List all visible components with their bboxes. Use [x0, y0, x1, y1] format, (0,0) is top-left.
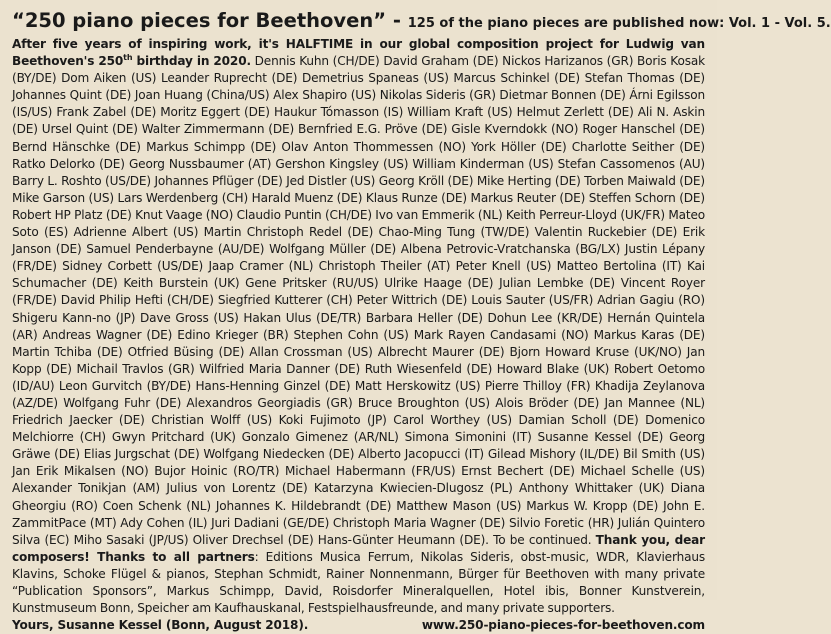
headline-subtitle: 125 of the piano pieces are published now: Vol. 1 - Vol. 5.: [407, 16, 831, 31]
composer-list: Dennis Kuhn (CH/DE) David Graham (DE) Nickos Harizanos (GR) Boris Kosak (BY/DE) Dom Aiken (US) Leander Ruprecht (DE) Demetrius Spaneas (US) Marcus Schinkel (DE) Stefan Thomas (DE) Johannes Quint (DE) Joan Huang (China/US) Alex Shapiro (US) Nikolas Sideris (GR) Dietmar Bonnen (DE) Árni Egilsson (IS/US) Frank Zabel (DE) Moritz Eggert (DE) Haukur Tómasson (IS) William Kraft (US) Helmut Zerlett (DE) Ali N. Askin (DE) Ursel Quint (DE) Walter Zimmermann (DE) Bernfried E.G. Pröve (DE) Gisle Kverndokk (NO) Roger Hanschel (DE) Bernd Hänschke (DE) Markus Schimpp (DE) Olav Anton Thommessen (NO) York Höller (DE) Charlotte Seither (DE) Ratko Delorko (DE) Georg Nussbaumer (AT) Gershon Kingsley (US) William Kinderman (US) Stefan Cassomenos (AU) Barry L. Roshto (US/DE) Johannes Pflüger (DE) Jed Distler (US) Georg Kröll (DE) Mike Herting (DE) Torben Maiwald (DE) Mike Garson (US) Lars Werdenberg (CH) Harald Muenz (DE) Klaus Runze (DE) Markus Reuter (DE) Steffen Schorn (DE) Robert HP Platz (DE) Knut Vaage (NO) Claudio Puntin (CH/DE) Ivo van Emmerik (NL) Keith Perreur-Lloyd (UK/FR) Mateo Soto (ES) Adrienne Albert (US) Martin Christoph Redel (DE) Chao-Ming Tung (TW/DE) Valentin Ruckebier (DE) Erik Janson (DE) Samuel Penderbayne (AU/DE) Wolfgang Müller (DE) Albena Petrovic-Vratchanska (BG/LX) Justin Lépany (FR/DE) Sidney Corbett (US/DE) Jaap Cramer (NL) Christoph Theiler (AT) Peter Knell (US) Matteo Bertolina (IT) Kai Schumacher (DE) Keith Burstein (UK) Gene Pritsker (RU/US) Ulrike Haage (DE) Julian Lembke (DE) Vincent Royer (FR/DE) David Philip Hefti (CH/DE) Siegfried Kutterer (CH) Peter Wittrich (DE) Louis Sauter (US/FR) Adrian Gagiu (RO) Shigeru Kann-no (JP) Dave Gross (US) Hakan Ulus (DE/TR) Barbara Heller (DE) Dohun Lee (KR/DE) Hernán Quintela (AR) Andreas Wagner (DE) Edino Krieger (BR) Stephen Cohn (US) Mark Rayen Candasami (NO) Markus Karas (DE) Martin Tchiba (DE) Otfried Büsing (DE) Allan Crossman (US) Albrecht Maurer (DE) Bjorn Howard Kruse (UK/NO) Jan Kopp (DE) Michail Travlos (GR) Wilfried Maria Danner (DE) Ruth Wiesenfeld (DE) Howard Blake (UK) Robert Oetomo (ID/AU) Leon Gurvitch (BY/DE) Hans-Henning Ginzel (DE) Matt Herskowitz (US) Pierre Thilloy (FR) Khadija Zeylanova (AZ/DE) Wolfgang Fuhr (DE) Alexandros Georgiadis (GR) Bruce Broughton (US) Alois Bröder (DE) Jan Mannee (NL) Friedrich Jaecker (DE) Christian Wolff (US) Koki Fujimoto (JP) Carol Worthey (US) Damian Scholl (DE) Domenico Melchiorre (CH) Gwyn Pritchard (UK) Gonzalo Gimenez (AR/NL) Simona Simonini (IT) Susanne Kessel (DE) Georg Gräwe (DE) Elias Jurgschat (DE) Wolfgang Niedecken (DE) Alberto Jacopucci (IT) Gilead Mishory (IL/DE) Bil Smith (US) Jan Erik Mikalsen (NO) Bujor Hoinic (RO/TR) Michael Habermann (FR/US) Ernst Bechert (DE) Michael Schelle (US) Alexander Tonikjan (AM) Julius von Lorentz (DE) Katarzyna Kwiecien-Dlugosz (PL) Anthony Whittaker (UK) Diana Gheorgiu (RO) Coen Schenk (NL) Johannes K. Hildebrandt (DE) Matthew Mason (US) Markus W. Kropp (DE) John E. ZammitPace (MT) Ady Cohen (IL) Juri Dadiani (GE/DE) Christoph Maria Wagner (DE) Silvio Foretic (HR) Julián Quintero Silva (EC) Miho Sasaki (JP/US) Oliver Drechsel (DE) Hans-Günter Heumann (DE).: [12, 54, 705, 547]
headline-title: “250 piano pieces for Beethoven” -: [12, 9, 401, 32]
headline: [12, 9, 831, 35]
to-be-continued: To be continued.: [488, 532, 596, 547]
intro-superscript: th: [123, 53, 133, 63]
signature: Yours, Susanne Kessel (Bonn, August 2018).: [12, 618, 309, 633]
body-paragraph: [12, 36, 705, 617]
footer-line: [12, 617, 705, 634]
partner-list: : Editions Musica Ferrum, Nikolas Sideris, obst-music, WDR, Klavierhaus Klavins, Schoke Flügel & pianos, Stephan Schmidt, Rainer Nonnenmann, Bürger für Beethoven with many private “Publication Sponsors”, Markus Schimpp, David, Roisdorfer Mineralquellen, Hotel ibis, Bonner Kunstverein, Kunstmuseum Bonn, Speicher am Kaufhauskanal, Festspielhausfreunde, and many private supporters.: [12, 549, 706, 616]
intro-part2: birthday in 2020.: [132, 54, 251, 69]
thanks-composers: Thank you, dear composers! Thanks to all partners: [12, 532, 705, 564]
website-link[interactable]: www.250-piano-pieces-for-beethoven.com: [421, 618, 705, 633]
intro-part1: After five years of inspiring work, it's HALFTIME in our global composition project for Ludwig van Beethoven's 250: [12, 37, 705, 69]
